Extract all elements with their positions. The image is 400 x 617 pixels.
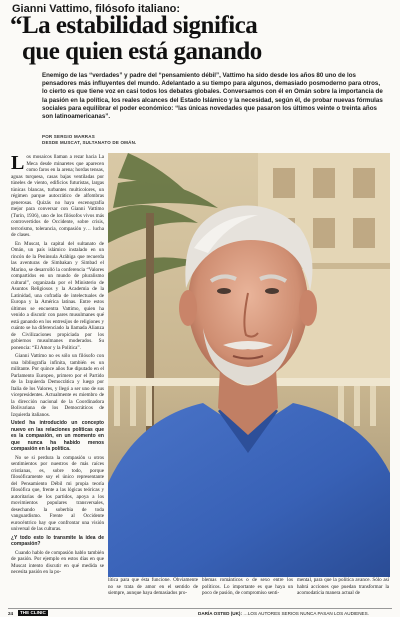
page-footer: [8, 608, 392, 617]
lede-text: Enemigo de las “verdades” y padre del “pensamiento débil”, Vattimo ha sido desde los años 80 uno de los pensadores más influyentes del mundo. Adelantado a su tiempo para algunos, demasiado posmoderno para otros, lo cierto es que tiene voz en casi todos los debates globales. Conversamos con él en Omán sobre la importancia de la pasión en la política, los reales alcances del Estado Islámico y la necesidad, según él, de probar nuevas fórmulas sociales para equilibrar el poder económico: “las únicas novedades que pasaron los últimos veinte o treinta años son latinoamericanas”.: [42, 72, 383, 121]
paragraph-4: No se si perdura la compasión u otros sentimientos por nuestros de más raíces cristianas, es, sobre todo, porque filosóficamente soy el único representante del Pensamiento Débil mi propia teoría filosófica que, frente a las lógicas teóricas y autoritarias de los partidos, apoya a los movimientos populares transversales, desechando la soberbia de toda vanguardismo. Frente al Occidente eurocéntrico hay que confrontar una visión universal de las culturas.: [11, 454, 104, 532]
page-number: 24: [8, 611, 14, 616]
headline: [10, 13, 395, 65]
body-column: [11, 154, 104, 578]
magazine-logo: THE CLINIC: [20, 610, 46, 615]
paragraph-3: Gianni Vattimo no es sólo un filósofo con una bibliografía infinita, también es un militante. Por quince años fue diputado en el Parlamento Europeo, primero por el Partido de la Izquierda Democrática y luego por Italia de los Valores, y llegó a ser uno de sus vicepresidentes. Actualmente es miembro de la dirección nacional de la Coordinadora Bolivariana de los Democráticos de Izquierda italianos.: [11, 353, 104, 418]
byline-place: DESDE MUSCAT, SULTANATO DE OMÁN.: [42, 140, 137, 145]
bottom-column-3: blemas románticos o de sexo entre los políticos. Lo importante es que haya un poco de pasión, de compromiso senti-: [202, 577, 293, 596]
bottom-column-4: mental, para que la política avance. Sólo así habrá acciones que puedan transformar la acomodaticia manera actual de: [297, 577, 389, 596]
footer-teaser: [198, 609, 369, 617]
portrait-photo: [108, 153, 390, 577]
lede: [42, 72, 387, 121]
portrait-illustration: [108, 153, 390, 577]
question-1: Usted ha introducido un concepto nuevo en las relaciones políticas que es la compasión, en un momento en que nunca ha habido menos compasión en la política.: [11, 420, 104, 452]
paragraph-5: Cuando hablo de compasión hablo también de pasión. Por ejemplo en estos días en que Muscat intento discutir en qué medida se necesita pasión en la po-: [11, 549, 104, 575]
byline-author: POR SERGIO MARRAS: [42, 134, 95, 139]
drop-cap: L: [11, 152, 25, 174]
paragraph-1: os mosaicos llaman a rezar hacia La Meca desde minaretes que aparecen como faros en la arena; hordas tensas, aguas turquesa, casas bajas ventiladas por túneles de viento, edificios futuristas, largas túnicas blancas, turbantes multicolores, un régimen parque autocrático de alfombras generosas. Quizás no haya escenografía mejor para conversar con Gianni Vattimo (Turín, 1936), uno de los filósofos vivos más controvertidos de Occidente, sobre crisis, terrorismo, tolerancia, compasión y… lucha de clases.: [11, 154, 104, 238]
question-2: ¿Y todo esto lo transmite la idea de compasión?: [11, 534, 104, 547]
headline-line-2: que quien está ganando: [22, 38, 262, 65]
footer-teaser-bold: DARÍA OSTED (UK):: [198, 611, 242, 616]
footer-teaser-text: …LOS AUTORES SERIOS NUNCA PASAN LOS AUDIENES.: [243, 611, 369, 616]
paragraph-2: En Muscat, la capital del sultanato de Omán, un país islámico instalado en un rincón de la Península Arábiga que recuerda las aventuras de Simbakan y Simbad el Marino, se desarrolló la conferencia “Valores compartidos en un mundo de pluralismo cultural”, organizada por el Ministerio de Asuntos Religiosos y la Academia de la Latinidad, una cofradía de intelectuales de Europa y la América latinas. Entre estos últimos se encuentra Vattimo, quien ha venido a discutir con pares musulmanes qué está ganando en los entresijos de religiones y cuánto se ha diferenciado la llamada Alianza de Civilizaciones propiciada por los gobiernos musulmanes moderados. Su ponencia: “El Amor y la Política”.: [11, 240, 104, 351]
kicker: Gianni Vattimo, filósofo italiano:: [12, 3, 181, 15]
bottom-column-2: lítica para que ésta funcione. Obviamente no se trata de amor en el sentido de siempre, aunque haya demasiados pro-: [108, 577, 198, 596]
byline: [42, 134, 242, 146]
headline-line-1: “La estabilidad significa: [10, 12, 258, 39]
